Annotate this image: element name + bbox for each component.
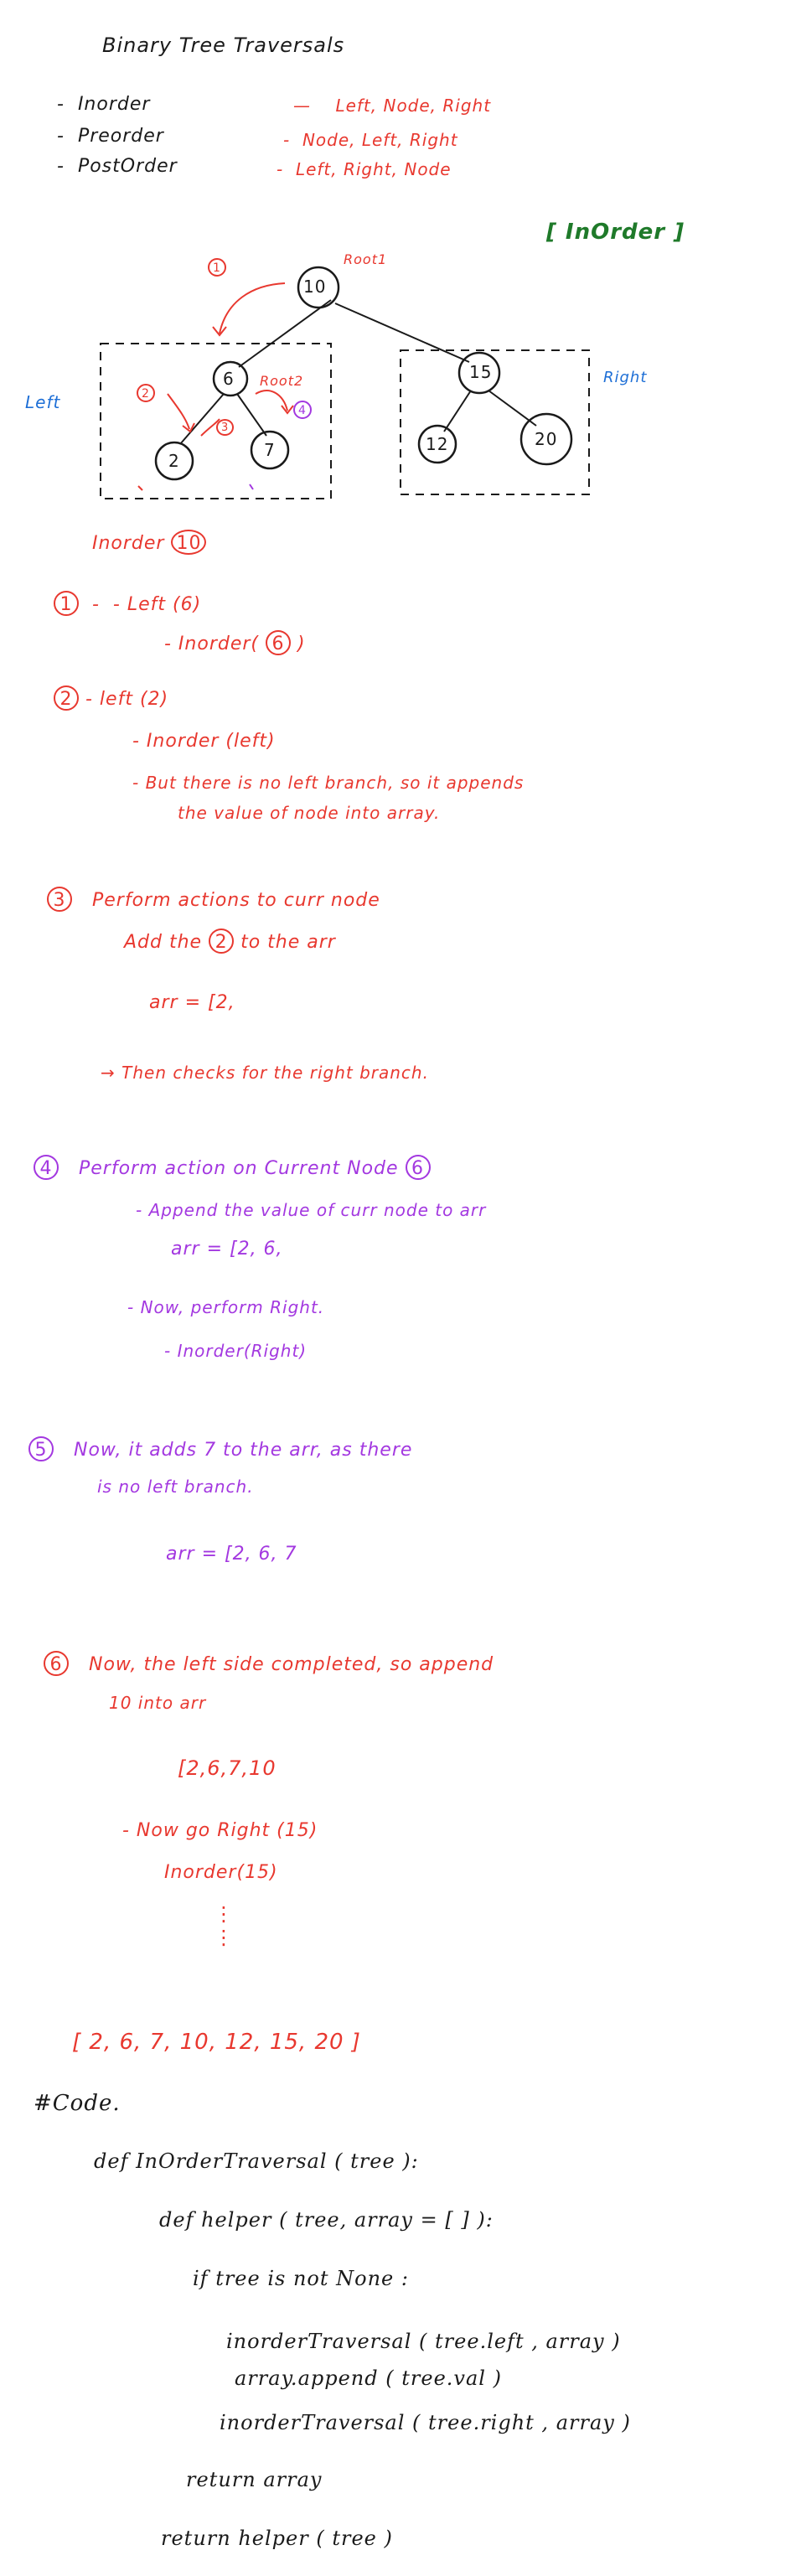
step4-line1: 4 Perform action on Current Node 6 <box>34 1155 431 1180</box>
code-heading: #Code. <box>34 2091 121 2116</box>
root2-label: Root2 <box>260 373 304 389</box>
step3-line2: Add the 2 to the arr <box>124 928 336 954</box>
marker-2: 2 <box>137 384 155 402</box>
step3-line1: 3 Perform actions to curr node <box>47 887 380 912</box>
step6-line5: Inorder(15) <box>164 1862 278 1883</box>
step2-line4: the value of node into array. <box>178 803 441 823</box>
arrow-2 <box>168 394 189 429</box>
left-label: Left <box>25 392 61 412</box>
inorder-start: Inorder 10 <box>92 530 206 555</box>
traversal-preorder-order: - Node, Left, Right <box>283 130 458 150</box>
node-15: 15 <box>469 362 493 382</box>
code-line-7: return array <box>186 2468 323 2491</box>
arrow-1 <box>220 283 285 334</box>
step2-line1: 2 - left (2) <box>54 685 168 711</box>
node-2: 2 <box>168 451 180 471</box>
code-line-8: return helper ( tree ) <box>161 2527 393 2550</box>
code-line-5: array.append ( tree.val ) <box>235 2367 502 2390</box>
marker-4: 4 <box>293 401 312 419</box>
marker-1: 1 <box>208 258 226 277</box>
node-7: 7 <box>264 440 276 460</box>
node-12: 12 <box>426 434 449 454</box>
step3-arr: arr = [2, <box>149 992 235 1013</box>
step1-line1: 1 - - Left (6) <box>54 591 201 616</box>
step4-line2: - Append the value of curr node to arr <box>136 1200 487 1220</box>
step4-line5: - Inorder(Right) <box>164 1341 308 1361</box>
step3-line4: → Then checks for the right branch. <box>101 1063 429 1083</box>
step5-line2: is no left branch. <box>97 1477 254 1497</box>
inorder-heading: [ InOrder ] <box>546 220 685 245</box>
code-line-2: def helper ( tree, array = [ ] ): <box>159 2208 494 2232</box>
root1-label: Root1 <box>344 251 388 267</box>
node-20: 20 <box>535 429 558 449</box>
traversal-preorder-name: - Preorder <box>57 126 164 147</box>
right-label: Right <box>603 369 648 386</box>
final-array: [ 2, 6, 7, 10, 12, 15, 20 ] <box>72 2030 361 2055</box>
traversal-postorder-name: - PostOrder <box>57 156 178 177</box>
traversal-postorder-order: - Left, Right, Node <box>277 159 452 179</box>
traversal-inorder-order: — Left, Node, Right <box>293 96 492 116</box>
code-line-1: def InOrderTraversal ( tree ): <box>94 2149 419 2173</box>
step6-line2: 10 into arr <box>109 1693 207 1713</box>
code-line-3: if tree is not None : <box>193 2267 409 2290</box>
code-line-4: inorderTraversal ( tree.left , array ) <box>226 2330 621 2353</box>
code-line-6: inorderTraversal ( tree.right , array ) <box>220 2411 631 2434</box>
step6-line4: - Now go Right (15) <box>122 1820 318 1841</box>
page-title: Binary Tree Traversals <box>102 34 345 57</box>
step4-arr: arr = [2, 6, <box>171 1239 283 1260</box>
right-subtree-box <box>401 350 589 494</box>
node-10: 10 <box>303 277 327 297</box>
step1-line2: - Inorder( 6 ) <box>164 630 306 655</box>
step5-line1: 5 Now, it adds 7 to the arr, as there <box>28 1436 412 1461</box>
step5-arr: arr = [2, 6, 7 <box>166 1544 297 1565</box>
step6-dots: ⋮ ⋮ <box>214 1902 235 1949</box>
step2-line3: - But there is no left branch, so it appends <box>132 773 525 793</box>
step6-line1: 6 Now, the left side completed, so append <box>44 1651 494 1676</box>
step6-arr: [2,6,7,10 <box>178 1756 277 1780</box>
marker-3: 3 <box>216 419 234 436</box>
traversal-inorder-name: - Inorder <box>57 94 151 115</box>
step2-line2: - Inorder (left) <box>132 731 276 752</box>
node-6: 6 <box>223 369 235 389</box>
tree-diagram <box>0 0 796 587</box>
step4-line4: - Now, perform Right. <box>127 1297 325 1317</box>
